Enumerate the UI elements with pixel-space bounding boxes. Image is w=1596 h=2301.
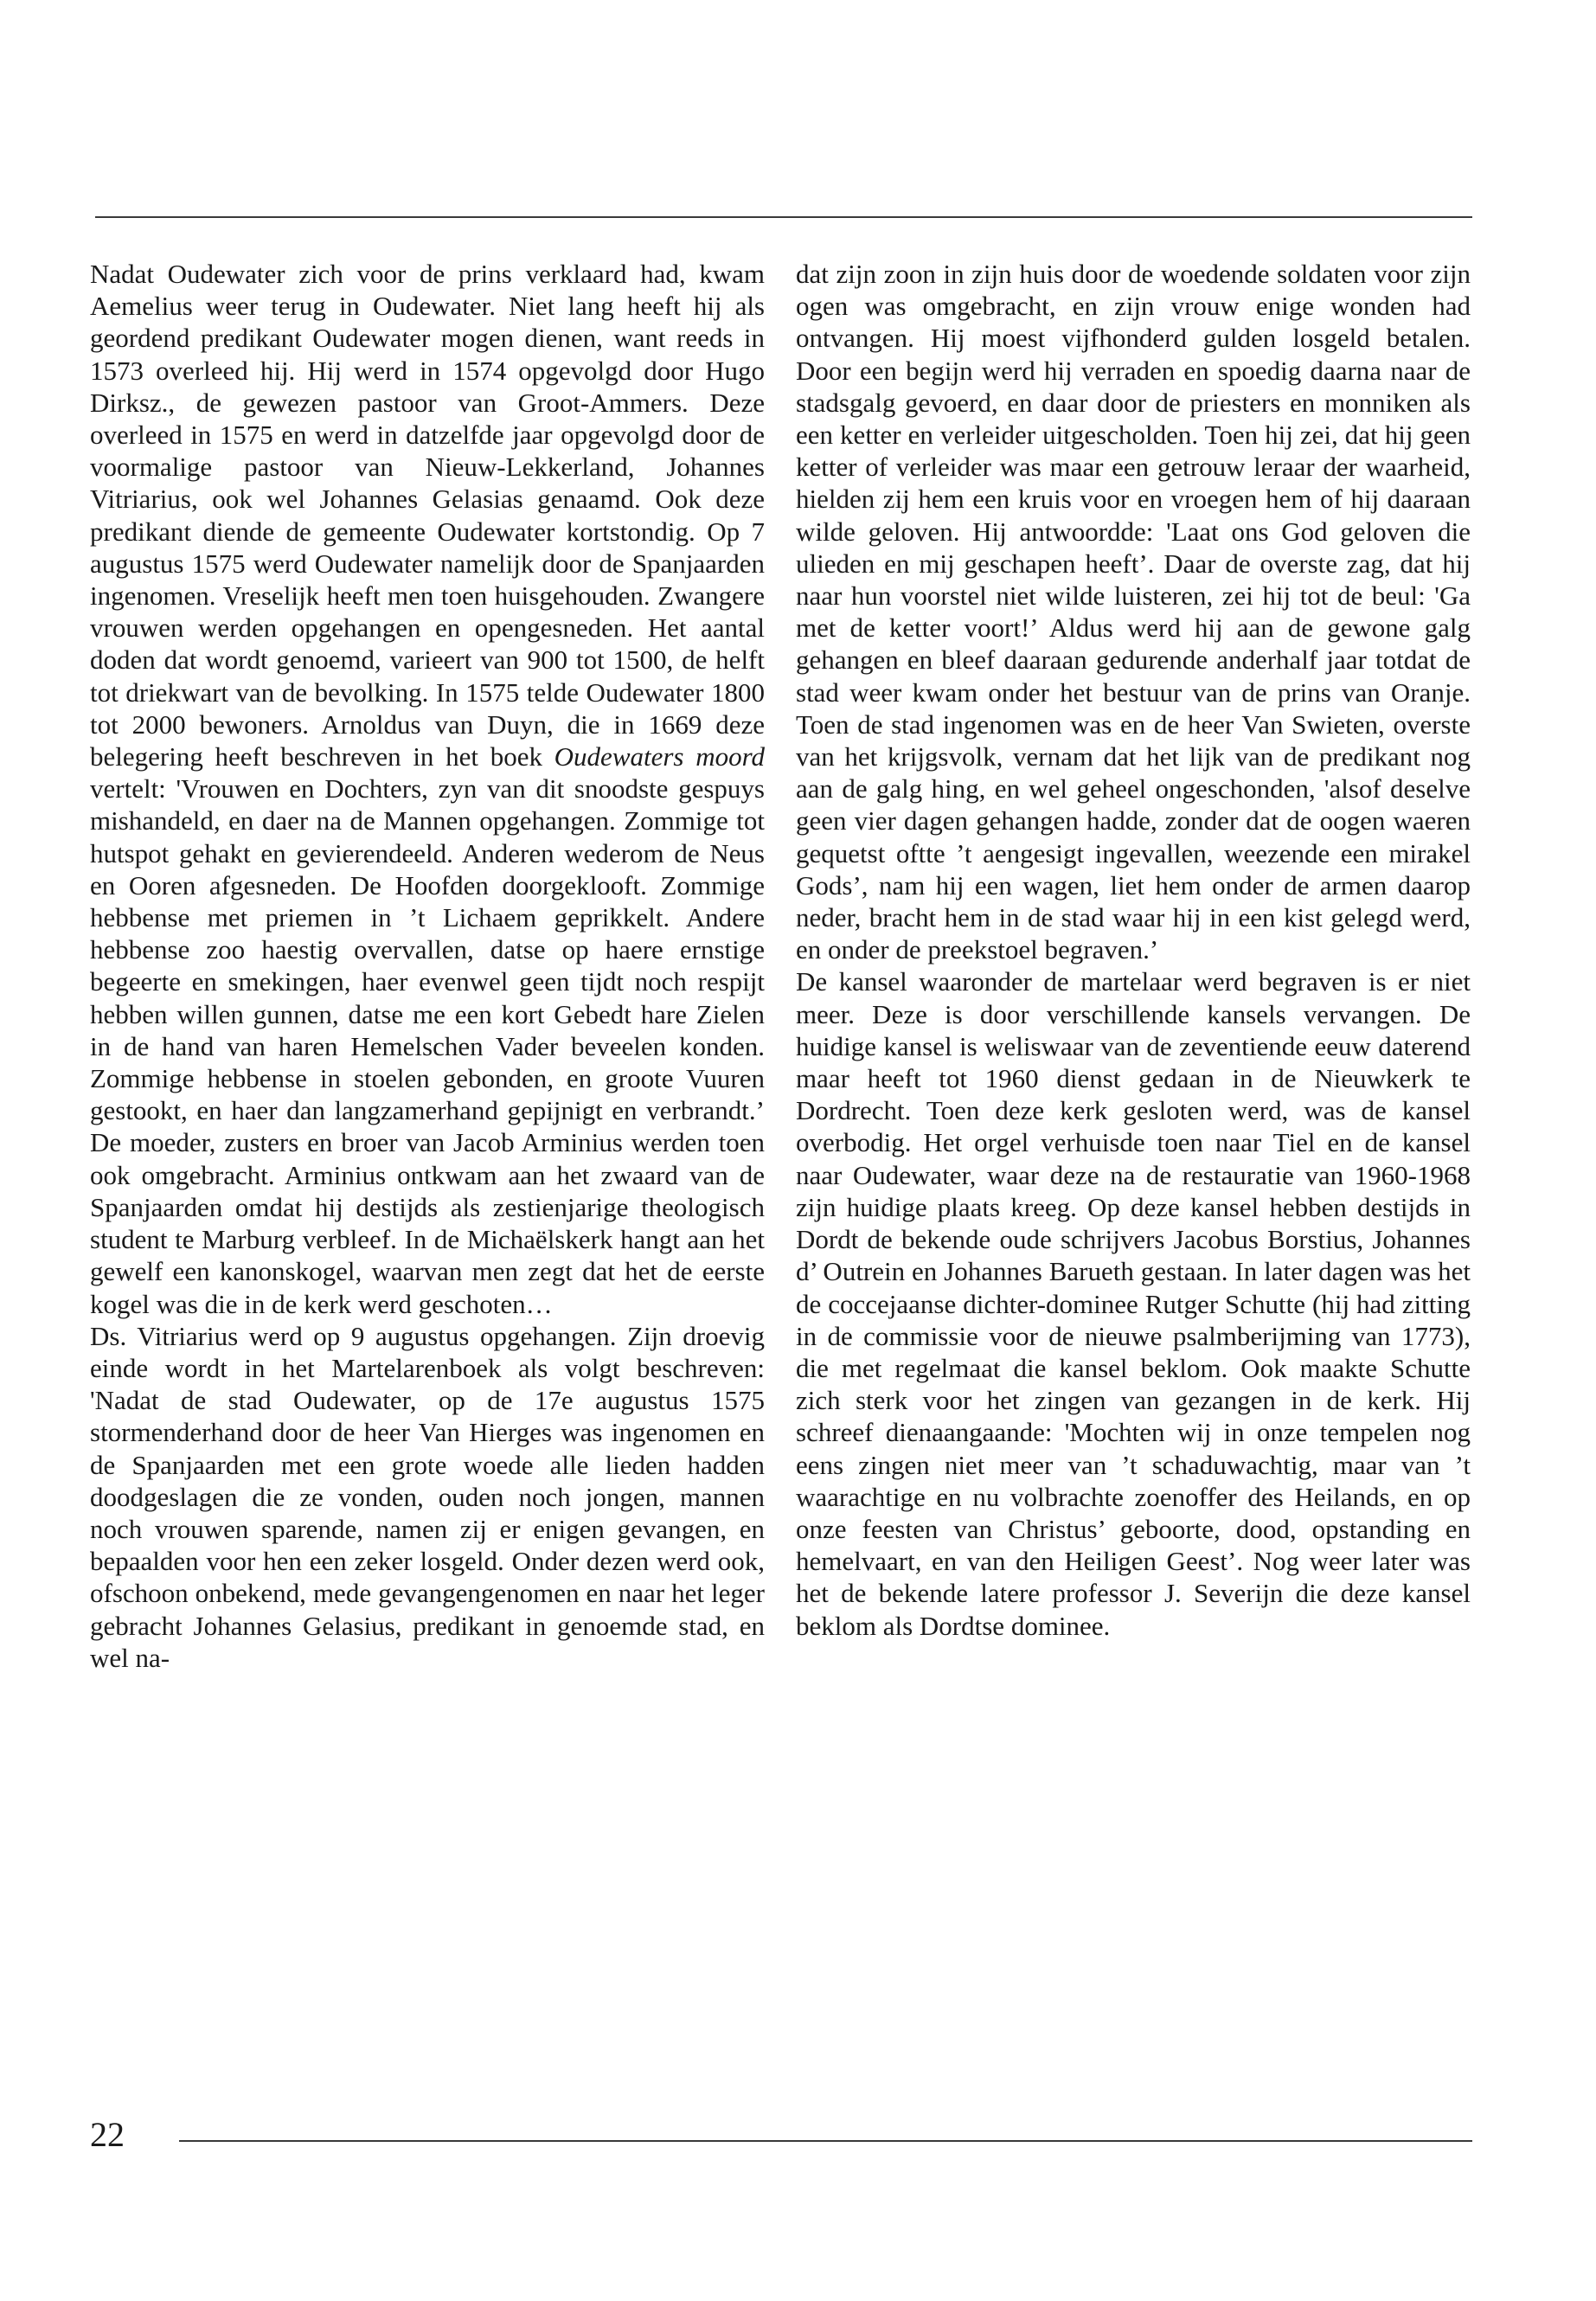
left-paragraph-2: Ds. Vitriarius werd op 9 augustus opgehangen. Zijn droevig einde wordt in het Martelarenboek als volgt beschreven: 'Nadat de stad Oudewater, op de 17e augustus 1575 stormenderhand door de heer Van Hierges was ingenomen en de Spanjaarden met een grote woede alle lieden hadden doodgeslagen die ze vonden, ouden noch jongen, mannen noch vrouwen sparende, namen zij er enigen gevangen, en bepaalden voor hen een zeker losgeld. Onder dezen werd ook, ofschoon onbekend, mede gevangengenomen en naar het leger gebracht Johannes Gelasius, predikant in genoemde stad, en wel na- xyxy=(90,1320,765,1673)
left-paragraph-1-text-a: Nadat Oudewater zich voor de prins verklaard had, kwam Aemelius weer terug in Oudewater. Niet lang heeft hij als geordend predikant Oudewater mogen dienen, want reeds in 1573 overleed hij. Hij werd in 1574 opgevolgd door Hugo Dirksz., de gewezen pastoor van Groot-Ammers. Deze overleed in 1575 en werd in datzelfde jaar opgevolgd door de voormalige pastoor van Nieuw-Lekkerland, Johannes Vitriarius, ook wel Johannes Gelasias genaamd. Ook deze predikant diende de gemeente Oudewater kortstondig. Op 7 augustus 1575 werd Oudewater namelijk door de Spanjaarden ingenomen. Vreselijk heeft men toen huisgehouden. Zwangere vrouwen werden opgehangen en opengesneden. Het aantal doden dat wordt genoemd, varieert van 900 tot 1500, de helft tot driekwart van de bevolking. In 1575 telde Oudewater 1800 tot 2000 bewoners. Arnoldus van Duyn, die in 1669 deze belegering heeft beschreven in het boek xyxy=(90,259,765,772)
right-column xyxy=(796,258,1471,1642)
top-rule xyxy=(95,216,1472,218)
right-paragraph-2: De kansel waaronder de martelaar werd begraven is er niet meer. Deze is door verschillende kansels vervangen. De huidige kansel is weliswaar van de zeventiende eeuw daterend maar heeft tot 1960 dienst gedaan in de Nieuwkerk te Dordrecht. Toen deze kerk gesloten werd, was de kansel overbodig. Het orgel verhuisde toen naar Tiel en de kansel naar Oudewater, waar deze na de restauratie van 1960-1968 zijn huidige plaats kreeg. Op deze kansel hebben destijds in Dordt de bekende oude schrijvers Jacobus Borstius, Johannes d’ Outrein en Johannes Barueth gestaan. In later dagen was het de coccejaanse dichter-dominee Rutger Schutte (hij had zitting in de commissie voor de nieuwe psalmberijming van 1773), die met regelmaat die kansel beklom. Ook maakte Schutte zich sterk voor het zingen van gezangen in de kerk. Hij schreef dienaangaande: 'Mochten wij in onze tempelen nog eens zingen niet meer van ’t schaduwachtig, maar van ’t waarachtige en nu volbrachte zoenoffer des Heilands, en op onze feesten van Christus’ geboorte, dood, opstanding en hemelvaart, en van den Heiligen Geest’. Nog weer later was het de bekende latere professor J. Severijn die deze kansel beklom als Dordtse dominee. xyxy=(796,966,1471,1641)
right-paragraph-1: dat zijn zoon in zijn huis door de woedende soldaten voor zijn ogen was omgebracht, en zijn vrouw enige wonden had ontvangen. Hij moest vijfhonderd gulden losgeld betalen. Door een begijn werd hij verraden en spoedig daarna naar de stadsgalg gevoerd, en daar door de priesters en monniken als een ketter en verleider uitgescholden. Toen hij zei, dat hij geen ketter of verleider was maar een getrouw leraar der waarheid, hielden zij hem een kruis voor en vroegen hem of hij daaraan wilde geloven. Hij antwoordde: 'Laat ons God geloven die ulieden en mij geschapen heeft’. Daar de overste zag, dat hij naar hun voorstel niet wilde luisteren, zei hij tot de beul: 'Ga met de ketter voort!’ Aldus werd hij aan de gewone galg gehangen en bleef daaraan gedurende anderhalf jaar totdat de stad weer kwam onder het bestuur van de prins van Oranje. Toen de stad ingenomen was en de heer Van Swieten, overste van het krijgsvolk, vernam dat het lijk van de predikant nog aan de galg hing, en wel geheel ongeschonden, 'alsof deselve geen vier dagen gehangen hadde, zonder dat de oogen waeren gequetst oftte ’t aengesigt ingevallen, weezende een mirakel Gods’, nam hij een wagen, liet hem onder de armen daarop neder, bracht hem in de stad waar hij in een kist gelegd werd, en onder de preekstoel begraven.’ xyxy=(796,259,1471,965)
bottom-rule xyxy=(179,2140,1472,2142)
left-paragraph-1 xyxy=(90,258,765,1320)
left-column xyxy=(90,258,765,1674)
left-paragraph-1-text-b: vertelt: 'Vrouwen en Dochters, zyn van dit snoodste gespuys mishandeld, en daer na de Mannen opgehangen. Zommige tot hutspot gehakt en gevierendeeld. Anderen wederom de Neus en Ooren afgesneden. De Hoofden doorgeklooft. Zommige hebbense met priemen in ’t Lichaem geprikkelt. Andere hebbense zoo haestig overvallen, datse op haere ernstige begeerte en smekingen, haer evenwel geen tijdt noch respijt hebben willen gunnen, datse me een kort Gebedt hare Zielen in de hand van haren Hemelschen Vader beveelen konden. Zommige hebbense in stoelen gebonden, en groote Vuuren gestookt, en haer dan langzamerhand gepijnigt en verbrandt.’ De moeder, zusters en broer van Jacob Arminius werden toen ook omgebracht. Arminius ontkwam aan het zwaard van de Spanjaarden omdat hij destijds als zestienjarige theologisch student te Marburg verbleef. In de Michaëlskerk hangt aan het gewelf een kanonskogel, waarvan men zegt dat het de eerste kogel was die in de kerk werd geschoten… xyxy=(90,773,765,1319)
book-title: Oudewaters moord xyxy=(554,741,765,772)
page-number: 22 xyxy=(90,2115,125,2154)
